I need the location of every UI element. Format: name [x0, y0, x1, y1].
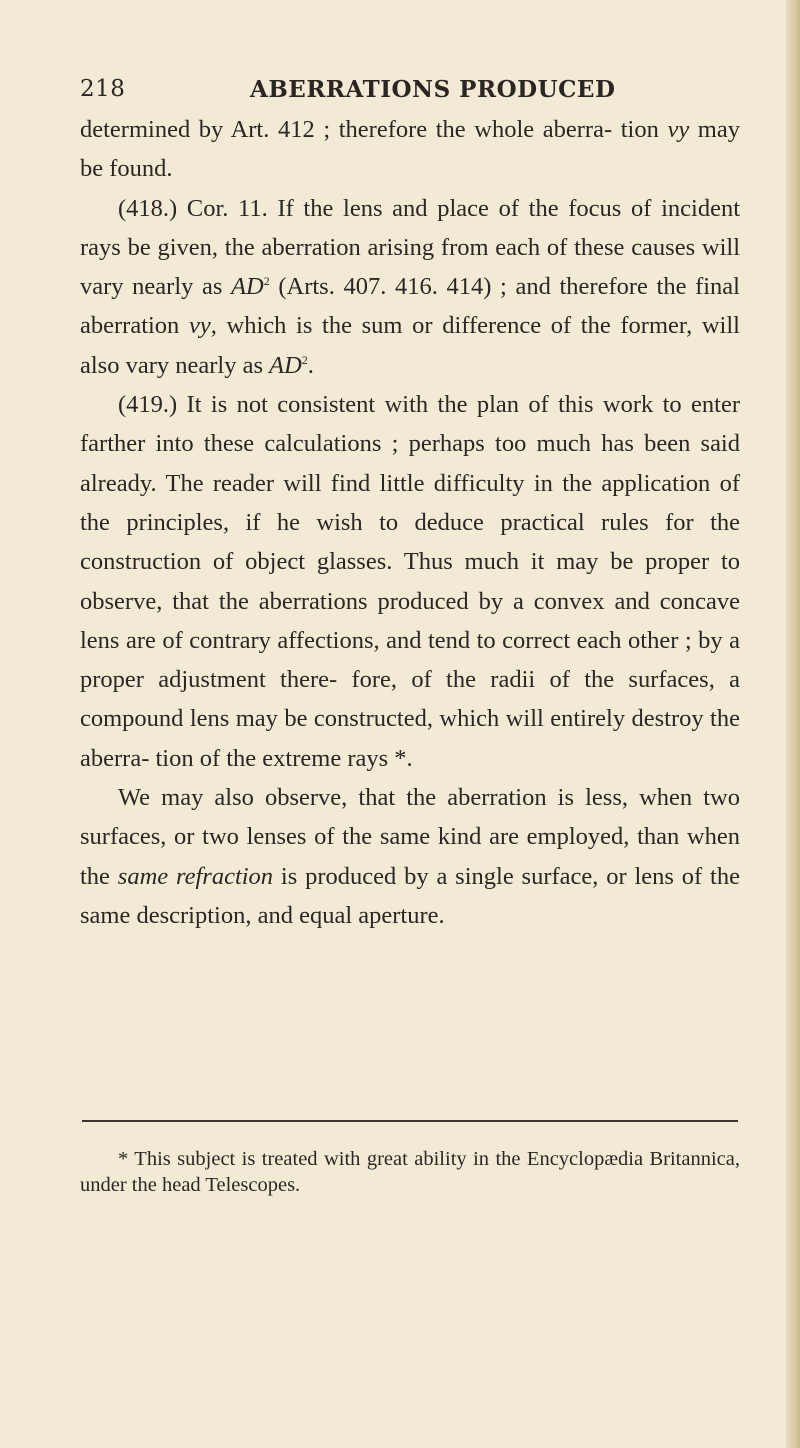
paragraph: [80, 110, 740, 189]
italic-text: vy: [667, 116, 690, 143]
superscript: 2: [263, 274, 270, 289]
italic-text: AD: [269, 351, 302, 379]
text-run: (418.) Cor. 11. If the lens and place of the focus of incident rays be given, the aberration arising from each of these causes will vary nearly as: [80, 194, 740, 301]
paragraph: [80, 189, 740, 385]
footnote: [80, 1146, 740, 1198]
italic-text: same refraction: [117, 862, 274, 890]
text-run: is produced by a single surface, or lens of the same description, and equal aperture.: [80, 862, 740, 929]
footnote-rule: [82, 1120, 738, 1122]
text-run: (419.) It is not consistent with the plan of this work to enter farther into these calculations ; perhaps too much has been said already. The reader will find little difficulty in the application of the principles, if he wish to deduce practical rules for the construction of object glasses. Thus much it may be proper to observe, that the aberrations produced by a convex and concave lens are of contrary affections, and tend to correct each other ; by a proper adjustment there- fore, of the radii of the surfaces, a compound lens may be constructed, which will entirely destroy the aberra- tion of the extreme rays *.: [80, 391, 740, 772]
paragraph: [80, 385, 740, 778]
paragraph: [80, 778, 740, 935]
italic-text: vy: [188, 312, 211, 340]
text-run: may be found.: [80, 116, 740, 183]
text-run: .: [307, 351, 314, 379]
text-run: , which is the sum or difference of the former, will also vary nearly as: [80, 312, 740, 379]
footnote-text: * This subject is treated with great ability in the Encyclopædia Britannica, under the head Telescopes.: [80, 1148, 740, 1196]
running-title: ABERRATIONS PRODUCED: [250, 76, 616, 103]
superscript: 2: [301, 352, 308, 367]
page-number: 218: [80, 76, 126, 102]
text-run: (Arts. 407. 416. 414) ; and therefore the final aberration: [80, 273, 740, 340]
italic-text: AD: [231, 273, 264, 301]
text-run: determined by Art. 412 ; therefore the whole aberra- tion: [80, 116, 668, 143]
page-edge-shadow: [786, 0, 800, 1448]
body-text: [80, 110, 740, 935]
text-run: We may also observe, that the aberration is less, when two surfaces, or two lenses of the same kind are employed, than when the: [80, 784, 740, 890]
